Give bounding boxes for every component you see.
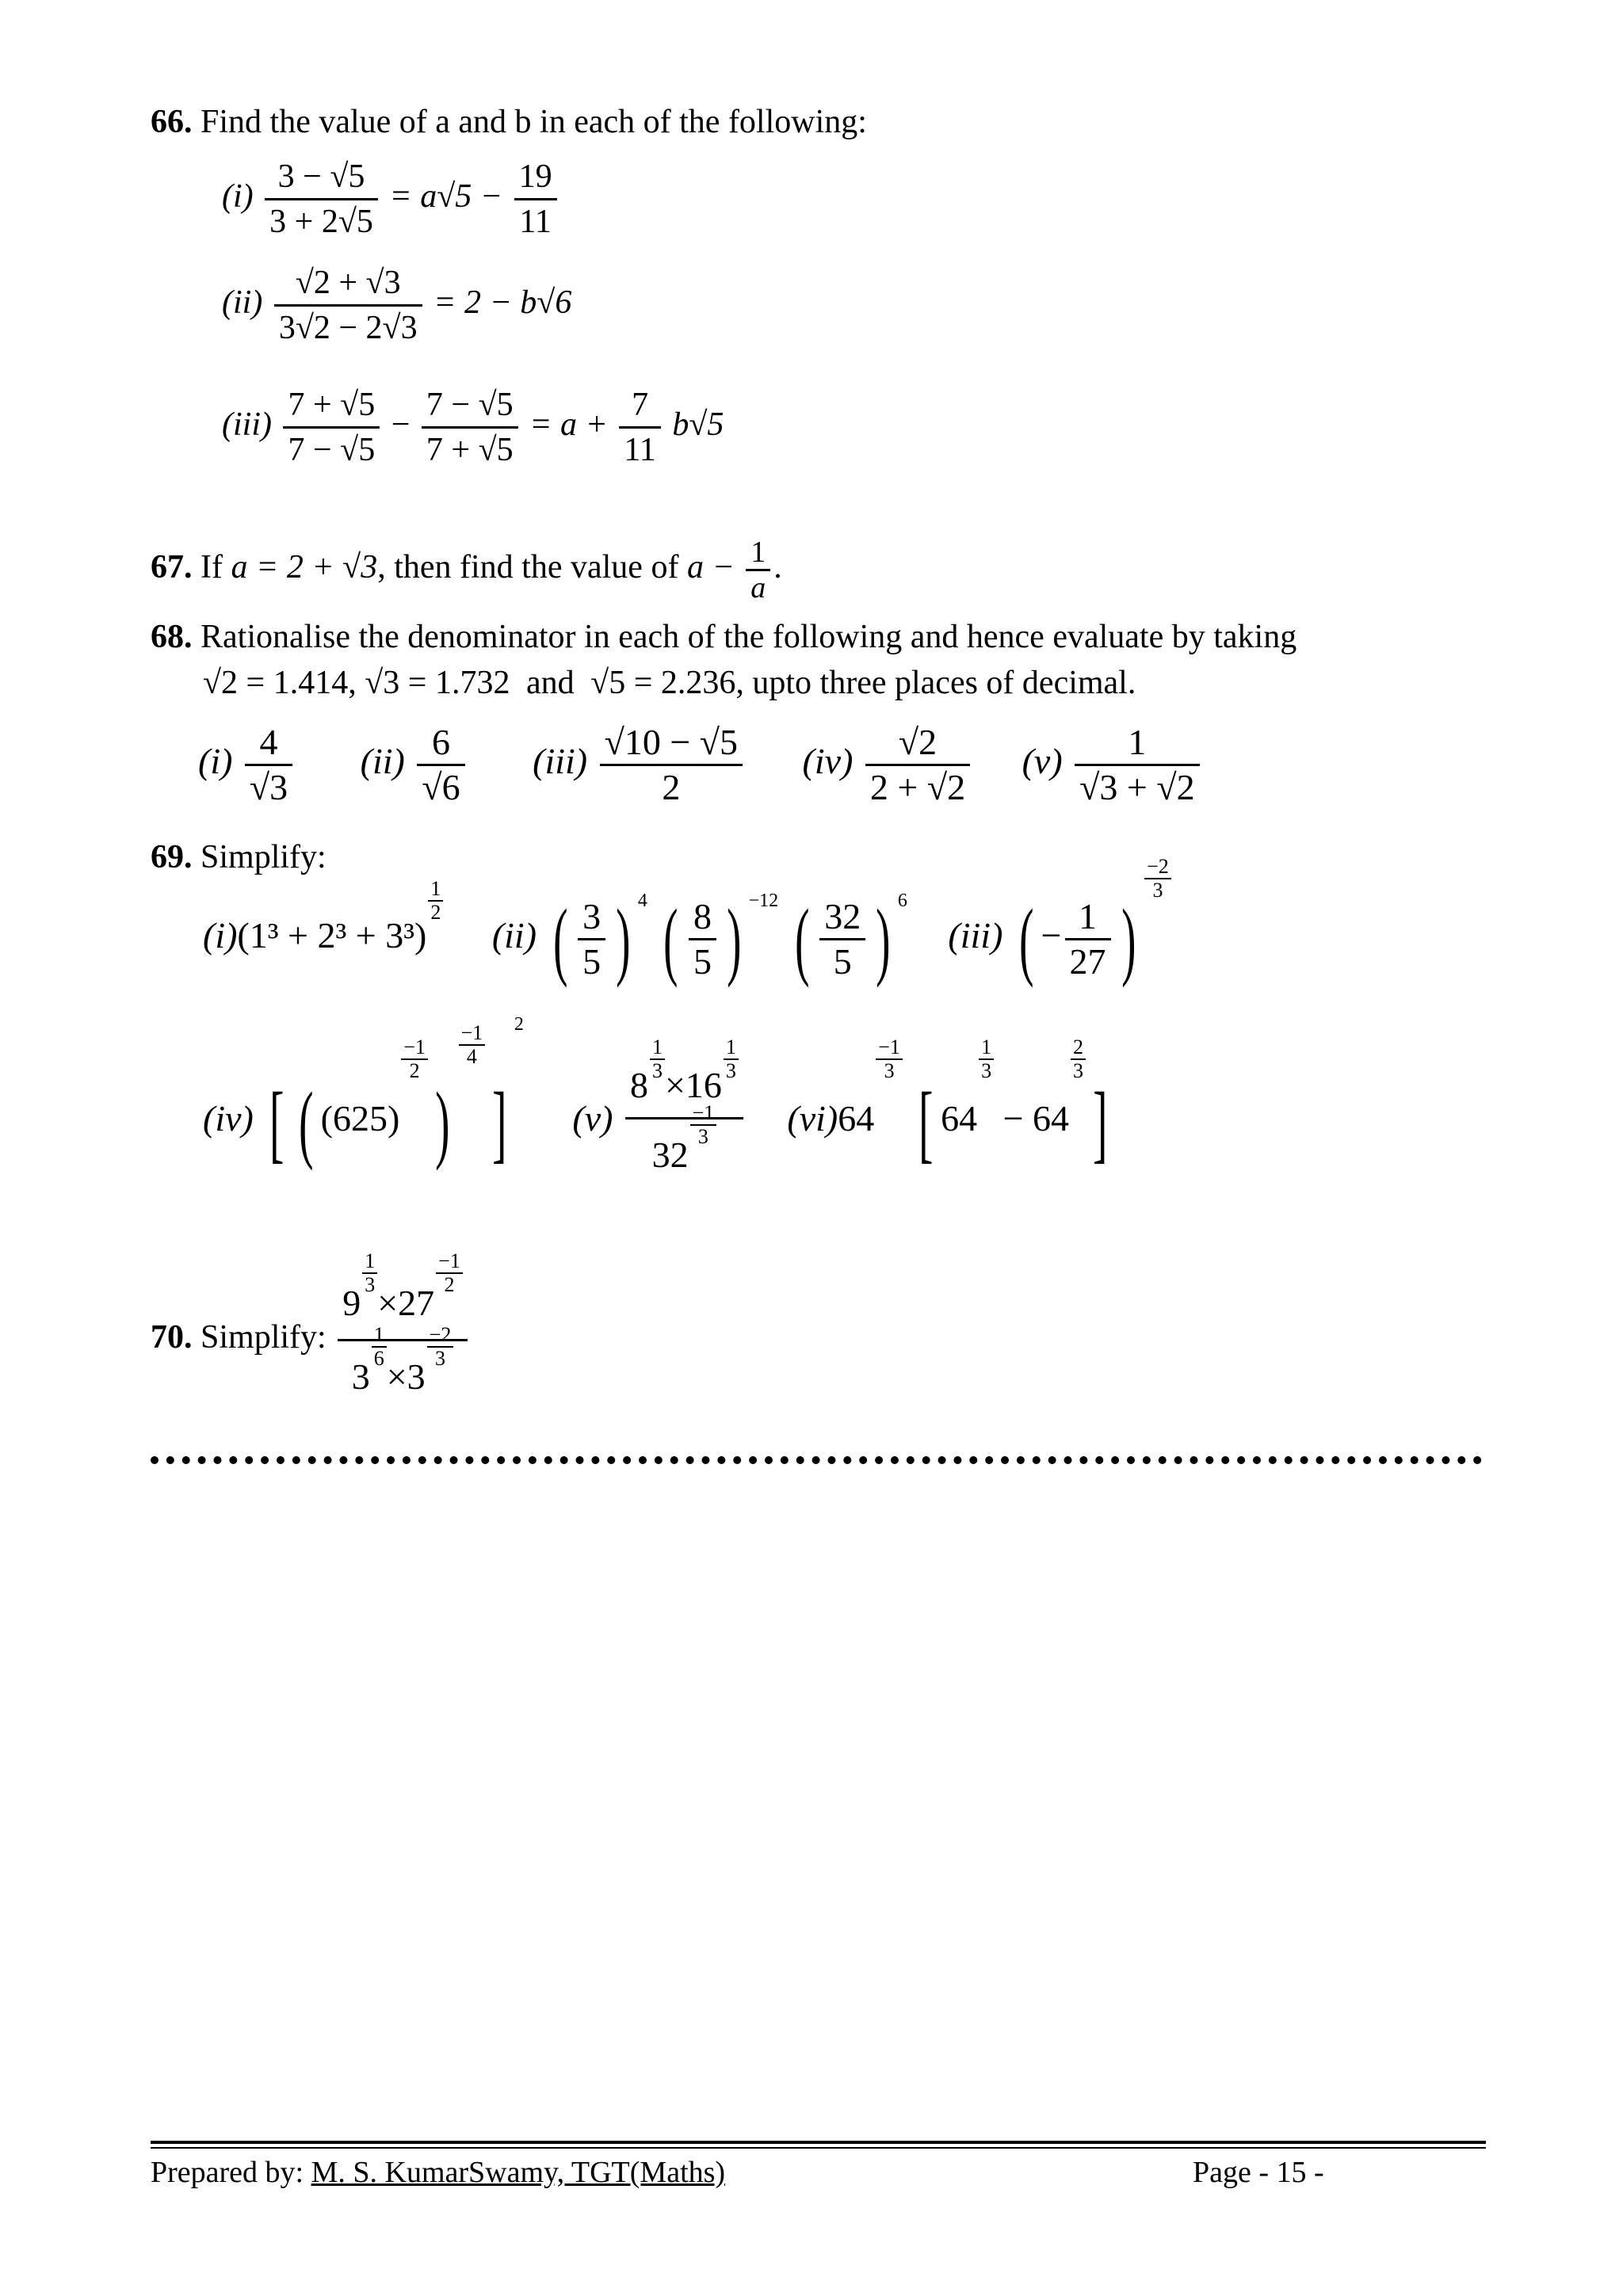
q68-values-line: √2 = 1.414, √3 = 1.732 and √5 = 2.236, upto three places of decimal. [203, 665, 1136, 701]
question-66 [151, 101, 867, 143]
q68-item-iv: (iv) $\frac{√2}{2 + √2}$ [803, 741, 983, 781]
question-text: Simplify: [200, 839, 327, 875]
q69-part-ii: (ii) ( $\frac{3}{5}$ ) $^4$ ( $\frac{8}{5}$ ) $^{-12}$ ( $\frac{32}{5}$ ) $^6$ [491, 891, 907, 988]
q69-part-v: (v) 8 $\frac{1}{3}$ ×16 $\frac{1}{3}$ 32 $\frac{-1}{3}$ [572, 1098, 755, 1138]
page-number: Page - 15 - [1193, 2156, 1324, 2189]
q66-part-i: (i) $\frac{3 - √5}{3 + 2√5}$ = a√5 − $\frac{19}{11}$ [222, 155, 560, 243]
q66-part-iii: (iii) $\frac{7 + √5}{7 - √5}$ − $\frac{7 - √5}{7 + √5}$ = a + $\frac{7}{11}$ b√5 [222, 383, 724, 471]
question-70: 70. Simplify: 9 $\frac{1}{3}$ ×27 $\frac{-1}{2}$ 3 $\frac{1}{6}$ ×3 $\frac{-2}{3}$ [151, 1268, 471, 1413]
question-text: Rationalise the denominator in each of the following and hence evaluate by taking [200, 619, 1297, 655]
q69-part-iii: (iii) ( − $\frac{1}{27}$ ) $\frac{-2}{3}$ [948, 915, 1170, 955]
question-text: Simplify: [200, 1319, 327, 1356]
footer-prepared: Prepared by: M. S. KumarSwamy, TGT(Maths) [151, 2156, 726, 2189]
question-text: Find the value of a and b in each of the following: [200, 104, 867, 140]
footer-rule-thin [151, 2147, 1486, 2149]
q68-item-v: (v) $\frac{1}{√3 + √2}$ [1022, 741, 1203, 781]
q68-item-i: (i) $\frac{4}{√3}$ [198, 741, 305, 781]
question-number: 69. [151, 839, 193, 875]
q68-items [198, 721, 1203, 809]
q69-part-vi: (vi)64 $\frac{-1}{3}$ [ 64 $\frac{1}{3}$ − 64 $\frac{2}{3}$ ] [787, 1035, 1108, 1171]
footer-author: M. S. KumarSwamy, TGT(Maths) [311, 2156, 726, 2189]
footer-rule [151, 2141, 1486, 2144]
question-67: 67. If a = 2 + √3, then find the value of a − $\frac{1}{a}$ . [151, 536, 782, 605]
q68-item-iii: (iii) $\frac{√10 - √5}{2}$ [533, 741, 754, 781]
question-number: 68. [151, 619, 193, 655]
q69-part-i: (i)(1³ + 2³ + 3³) $\frac{1}{2}$ [203, 915, 453, 955]
section-divider [151, 1456, 1482, 1464]
question-number: 67. [151, 549, 193, 586]
q69-row-2 [203, 1014, 1115, 1191]
q66-part-ii: (ii) $\frac{√2 + √3}{3√2 - 2√3}$ = 2 − b√6 [222, 261, 571, 349]
question-number: 70. [151, 1319, 193, 1356]
q69-part-iv: (iv) [ ( (625) $\frac{-1}{2}$ ) $\frac{-1}{4}$ ]$^2$ [203, 1014, 524, 1171]
question-68 [151, 616, 1296, 658]
q68-item-ii: (ii) $\frac{6}{√6}$ [361, 741, 477, 781]
question-number: 66. [151, 104, 193, 140]
question-69 [151, 837, 327, 878]
